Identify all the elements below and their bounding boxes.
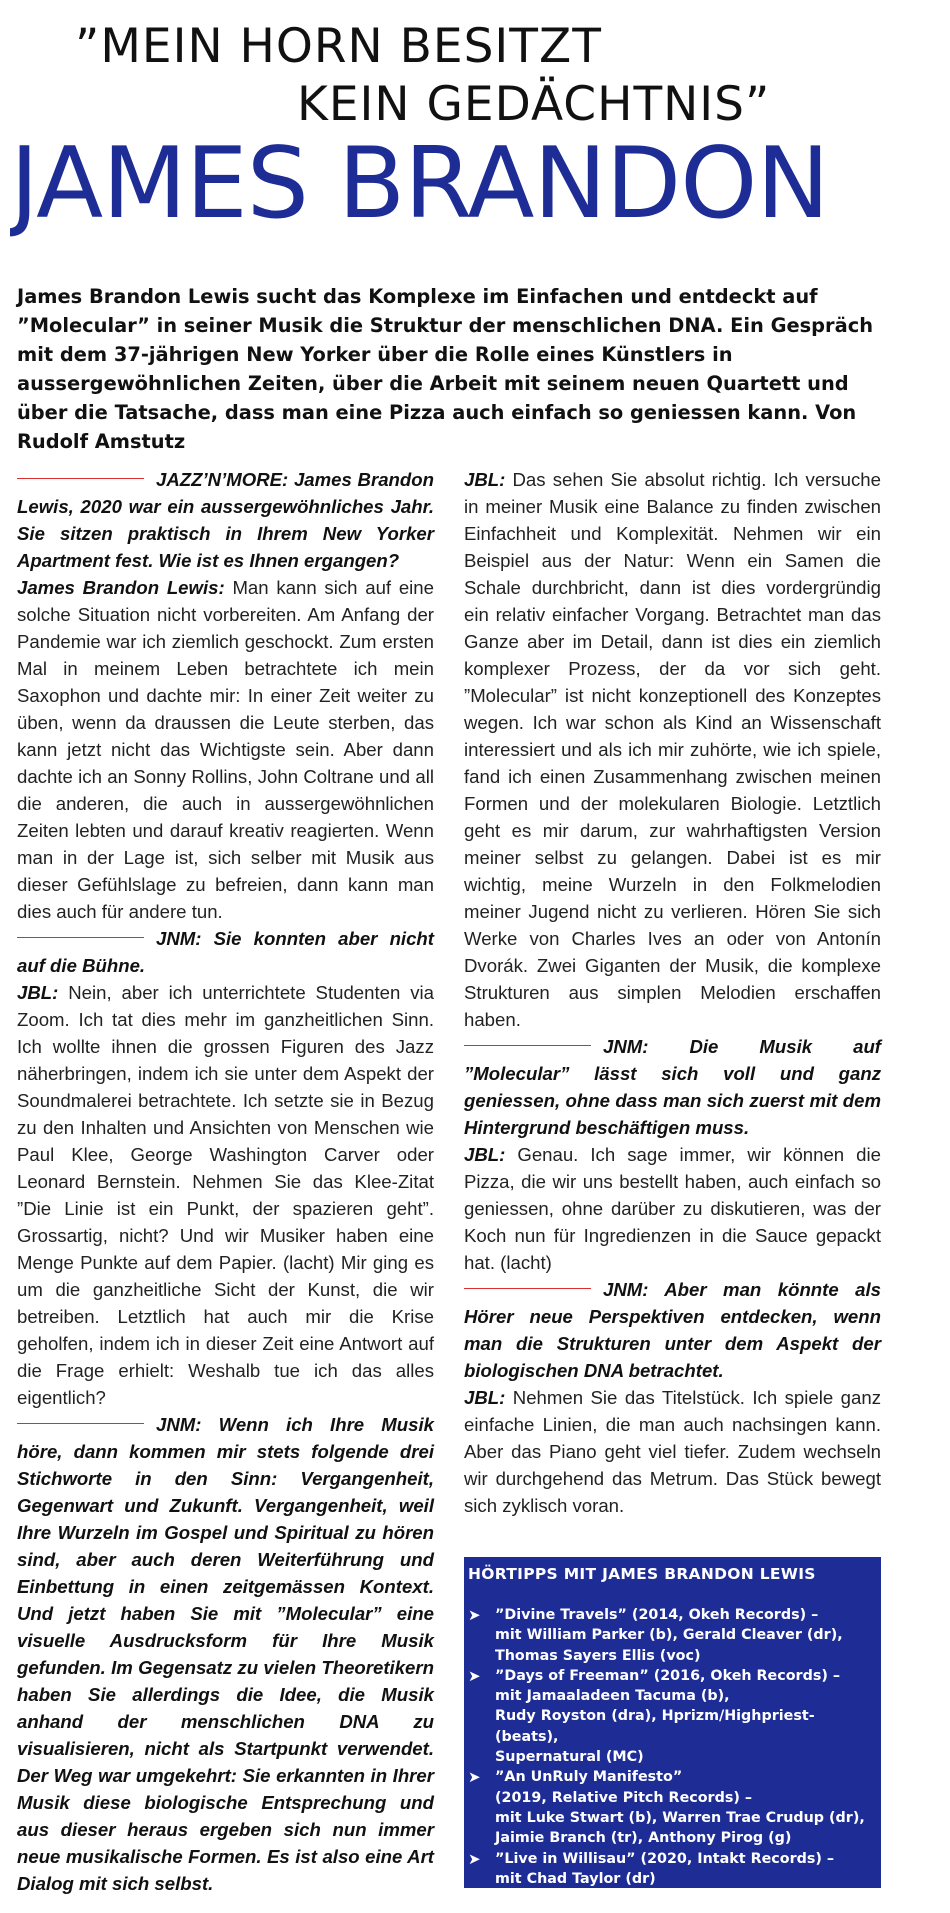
answer-text: Das sehen Sie absolut richtig. Ich versuche in meiner Musik eine Balance zu finden zwischen Einfachheit und Komplexität. Nehmen wir ein Beispiel aus der Natur: Wenn ein Samen die Schale durchbricht, dann ist dies vordergründig ein relativ einfacher Vorgang. Betrachtet man das Ganze aber im Detail, dann ist dies ein ziemlich komplexer Prozess, der da vor sich geht. ”Molecular” ist nicht konzeptionell des Konzeptes wegen. Ich war schon als Kind an Wissenschaft interessiert und als ich mir zuhörte, wie ich spiele, fand ich einen Zusammenhang zwischen meinen Formen und der molekularen Biologie. Letztlich geht es mir darum, zur wahrhaftigsten Version meiner selbst zu gelangen. Dabei ist es mir wichtig, meine Wurzeln in den Folkmelodien meiner Jugend nicht zu verlieren. Hören Sie sich Werke von Charles Ives an oder von Antonín Dvorák. Zwei Giganten der Musik, die komplexe Strukturen aus simplen Melodien erschaffen haben. [464, 469, 881, 1030]
lead-paragraph: James Brandon Lewis sucht das Komplexe im Einfachen und entdeckt auf ”Molecular” in seiner Musik die Struktur der menschlichen DNA. Ein Gespräch mit dem 37-jährigen New Yorker über die Rolle eines Künstlers in aussergewöhnlichen Zeiten, über die Arbeit mit seinem neuen Quartett und über die Tatsache, dass man eine Pizza auch einfach so geniessen kann. Von Rudolf Amstutz [17, 285, 874, 453]
question-paragraph [464, 1033, 881, 1141]
album-entry [468, 1767, 873, 1848]
question-text: JNM: Aber man könnte als Hörer neue Perspektiven entdecken, wenn man die Strukturen unter dem Aspekt der biologischen DNA betrachtet. [464, 1279, 881, 1381]
speaker-label: JBL: [464, 469, 506, 490]
album-entry [468, 1849, 873, 1890]
album-line: ”Divine Travels” (2014, Okeh Records) – [495, 1607, 819, 1623]
speaker-label: James Brandon Lewis: [17, 577, 225, 598]
album-line: mit Luke Stwart (b), Warren Trae Crudup (dr), [495, 1809, 865, 1826]
kicker-line-1: ”MEIN HORN BESITZT [75, 19, 602, 74]
listening-tips-box [464, 1557, 881, 1888]
answer-text: Genau. Ich sage immer, wir können die Pizza, die wir uns bestellt haben, auch einfach so geniessen, ohne darüber zu diskutieren, was der Koch nun für Ingredienzen in die Sauce gepackt hat. (lacht) [464, 1144, 881, 1273]
album-line: ”Days of Freeman” (2016, Okeh Records) – [495, 1667, 841, 1684]
listening-tips-list [468, 1605, 873, 1889]
arrow-bullet-icon: ➤ [468, 1666, 481, 1685]
question-text: JNM: Sie konnten aber nicht auf die Bühne. [17, 928, 434, 976]
arrow-bullet-icon: ➤ [468, 1606, 481, 1624]
answer-paragraph [464, 466, 881, 1033]
answer-text: Man kann sich auf eine solche Situation nicht vorbereiten. Am Anfang der Pandemie war ich ziemlich geschockt. Zum ersten Mal in meinem Leben betrachtete ich mein Saxophon und dachte mir: In einer Zeit weiter zu üben, wenn da draussen die Leute sterben, das kann jetzt nicht das Wichtigste sein. Aber dann dachte ich an Sonny Rollins, John Coltrane und all die anderen, die auch in aussergewöhnlichen Zeiten lebten und darauf kreativ reagierten. Wenn man in der Lage ist, sich selber mit Musik aus dieser Gefühlslage zu befreien, dann kann man dies auch für andere tun. [17, 577, 434, 922]
answer-paragraph [17, 574, 434, 925]
answer-text: Nein, aber ich unterrichtete Studenten via Zoom. Ich tat dies mehr im ganzheitlichen Sinn. Ich wollte ihnen die grossen Figuren des Jazz näherbringen, indem ich sie unter dem Aspekt der Soundmalerei betrachtete. Ich setzte sie in Bezug zu den Inhalten und Ansichten von Menschen wie Paul Klee, George Washington Carver oder Leonard Bernstein. Nehmen Sie das Klee-Zitat ”Die Linie ist ein Punkt, der spazieren geht”. Grossartig, nicht? Und wir Musiker haben eine Menge Punkte auf dem Papier. (lacht) Mir ging es um die ganzheitliche Sicht der Kunst, die wir betreiben. Letztlich hat auch mir die Krise geholfen, indem ich in dieser Zeit eine Antwort auf die Frage erhielt: Weshalb tue ich das alles eigentlich? [17, 982, 435, 1408]
album-line: mit Jamaaladeen Tacuma (b), [495, 1688, 730, 1705]
question-paragraph [17, 1411, 434, 1897]
question-text: JNM: Die Musik auf ”Molecular” lässt sich voll und ganz geniessen, ohne dass man sich zuerst mit dem Hintergrund beschäftigen muss. [464, 1036, 881, 1138]
question-rule [464, 1288, 591, 1289]
interview-column-left [17, 466, 434, 1897]
question-rule [17, 478, 144, 479]
album-entry [468, 1666, 873, 1767]
headline: JAMES BRANDON [10, 128, 829, 240]
question-paragraph [464, 1276, 881, 1384]
album-line: Jaimie Branch (tr), Anthony Pirog (g) [495, 1830, 792, 1847]
speaker-label: JBL: [17, 982, 59, 1003]
question-rule [17, 1423, 144, 1424]
kicker-line-2: KEIN GEDÄCHTNIS” [297, 77, 771, 132]
question-text: JNM: Wenn ich Ihre Musik höre, dann kommen mir stets folgende drei Stichworte in den Sinn: Vergangenheit, Gegenwart und Zukunft. Vergangenheit, weil Ihre Wurzeln im Gospel und Spiritual zu hören sind, aber auch deren Weiterführung und Einbettung in einen zeitgemässen Kontext. Und jetzt haben Sie mit ”Molecular” eine visuelle Ausdrucksform für Ihre Musik gefunden. Im Gegensatz zu vielen Theoretikern haben Sie allerdings die Idee, die Musik anhand der menschlichen DNA zu visualisieren, nicht als Startpunkt verwendet. Der Weg war umgekehrt: Sie erkannten in Ihrer Musik diese biologische Entsprechung und aus dieser heraus ergeben sich nun immer neue musikalische Formen. Es ist also eine Art Dialog mit sich selbst. [17, 1414, 434, 1894]
album-line: mit Chad Taylor (dr) [495, 1870, 656, 1887]
question-rule [17, 937, 144, 938]
speaker-label: JBL: [464, 1144, 506, 1165]
kicker-title [75, 18, 935, 134]
answer-text: Nehmen Sie das Titelstück. Ich spiele ganz einfache Linien, die man auch nachsingen kann. Aber das Piano geht viel tiefer. Zudem wechseln wir durchgehend das Metrum. Das Stück bewegt sich zyklisch voran. [464, 1387, 881, 1516]
album-line: Rudy Royston (dra), Hprizm/Highpriest-(beats), [495, 1708, 815, 1745]
speaker-label: JBL: [464, 1387, 506, 1408]
answer-paragraph [464, 1141, 881, 1276]
answer-paragraph [17, 979, 434, 1411]
album-entry [468, 1605, 873, 1666]
arrow-bullet-icon: ➤ [468, 1849, 481, 1868]
album-line: ”An UnRuly Manifesto” [495, 1769, 683, 1786]
question-text: JAZZ’N’MORE: James Brandon Lewis, 2020 war ein aussergewöhnliches Jahr. Sie sitzen praktisch in Ihrem New Yorker Apartment fest. Wie ist es Ihnen ergangen? [17, 469, 434, 571]
album-line: mit William Parker (b), Gerald Cleaver (dr), [495, 1627, 843, 1644]
album-line: Supernatural (MC) [495, 1749, 644, 1766]
interview-column-right [464, 466, 881, 1519]
listening-tips-title: HÖRTIPPS MIT JAMES BRANDON LEWIS [468, 1565, 816, 1583]
question-rule [464, 1045, 591, 1046]
arrow-bullet-icon: ➤ [468, 1768, 481, 1787]
question-paragraph [17, 925, 434, 979]
answer-paragraph [464, 1384, 881, 1519]
album-line: (2019, Relative Pitch Records) – [495, 1789, 753, 1806]
album-line: ”Live in Willisau” (2020, Intakt Records) – [495, 1850, 835, 1867]
album-line: Thomas Sayers Ellis (voc) [495, 1647, 701, 1664]
question-paragraph [17, 466, 434, 574]
